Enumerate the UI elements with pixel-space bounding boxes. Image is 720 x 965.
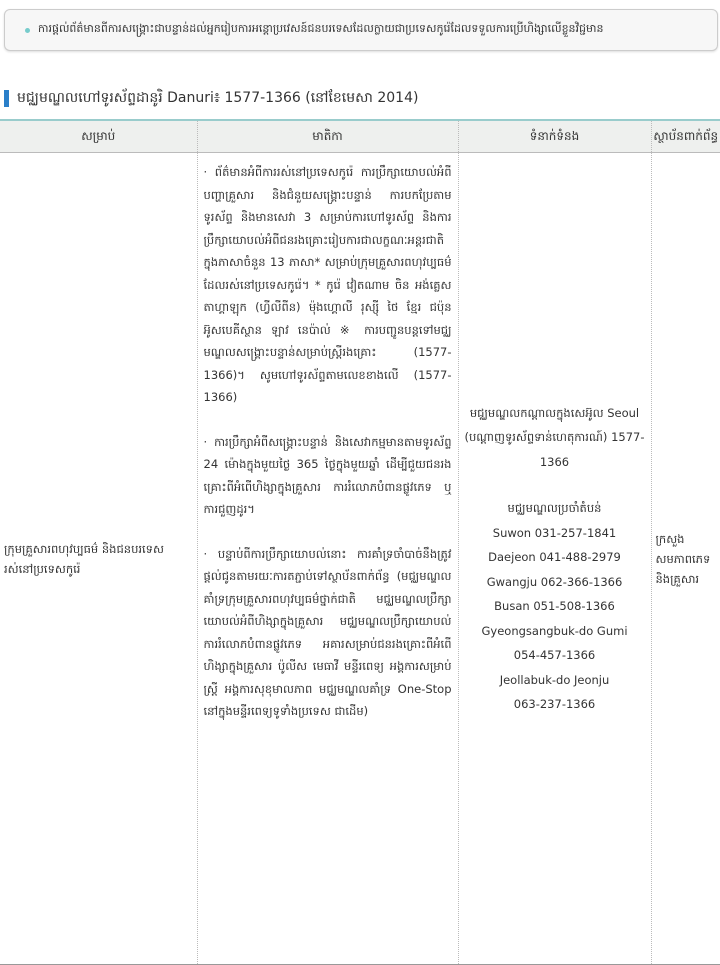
header-target: សម្រាប់	[0, 120, 197, 153]
regional-contact: 063-237-1366	[513, 697, 596, 711]
title-bar-icon	[4, 90, 9, 107]
content-cell	[197, 153, 458, 965]
regional-contact: Gyeongsangbuk-do Gumi	[481, 623, 628, 638]
target-cell: ក្រុមគ្រួសារពហុវប្បធម៌ និងជនបរទេសរស់នៅប្រទេសកូរ៉េ	[4, 541, 164, 576]
content-paragraph: · ការប្រឹក្សាអំពីសង្គ្រោះបន្ទាន់ និងសេវាកម្មមានតាមទូរស័ព្ទ 24 ម៉ោងក្នុងមួយថ្ងៃ 365 ថ្ងៃក្នុងមួយឆ្នាំ ដើម្បីជួយជនរងគ្រោះពីអំពើហិង្សាក្នុងគ្រួសារ ការរំលោភបំពានផ្លូវភេទ ឬការជួញដូរ។	[203, 434, 452, 516]
hq-contact: មជ្ឈមណ្ឌលកណ្តាលក្នុងសេអ៊ូល Seoul (បណ្តាញទូរស័ព្ទទាន់ហេតុការណ៍) 1577-1366	[464, 405, 645, 469]
bullet-icon	[25, 28, 30, 33]
section-title	[4, 88, 418, 109]
header-agency: ស្ថាប័នពាក់ព័ន្ធ	[651, 120, 720, 153]
section-title-text: មជ្ឈមណ្ឌលហៅទូរស័ព្ទដានូរិ Danuri៖ 1577-1366 (នៅខែមេសា 2014)	[17, 90, 419, 106]
content-paragraph: · បន្ទាប់ពីការប្រឹក្សាយោបល់នោះ ការគាំទ្រចាំបាច់នឹងត្រូវផ្តល់ជូនតាមរយៈការតភ្ជាប់ទៅស្ថាប័នពាក់ព័ន្ធ (មជ្ឈមណ្ឌលគាំទ្រក្រុមគ្រួសារពហុវប្បធម៌ថ្នាក់ជាតិ មជ្ឈមណ្ឌលប្រឹក្សាយោបល់អំពីហិង្សាក្នុងគ្រួសារ មជ្ឈមណ្ឌលប្រឹក្សាយោបល់ការរំលោភបំពានផ្លូវភេទ អគារសម្រាប់ជនរងគ្រោះពីអំពើហិង្សាក្នុងគ្រួសារ ប៉ូលីស មេធាវី មន្ទីរពេទ្យ អង្គការសម្រាប់ស្ត្រី អង្គការសុខុមាលភាព មជ្ឈមណ្ឌលគាំទ្រ One-Stop នៅក្នុងមន្ទីរពេទ្យទូទាំងប្រទេស ជាដើម)	[203, 546, 452, 718]
info-banner	[4, 9, 718, 51]
table-header-row	[0, 120, 720, 153]
agency-cell: ក្រសួងសមភាពភេទនិងគ្រួសារ	[651, 153, 720, 965]
regional-contact: Gwangju 062-366-1366	[486, 574, 623, 589]
regional-label: មជ្ឈមណ្ឌលប្រចាំតំបន់	[507, 501, 602, 515]
regional-contact: Daejeon 041-488-2979	[488, 550, 621, 564]
contact-cell	[458, 153, 651, 965]
hotline-table	[0, 119, 720, 965]
header-contact: ទំនាក់ទំនង	[458, 120, 651, 153]
header-content: មាតិកា	[197, 120, 458, 153]
regional-contact: Jeollabuk-do Jeonju	[499, 672, 610, 687]
content-paragraph: · ព័ត៌មានអំពីការរស់នៅប្រទេសកូរ៉េ ការប្រឹក្សាយោបល់អំពីបញ្ហាគ្រួសារ និងជំនួយសង្គ្រោះបន្ទាន់ ការបកប្រែតាមទូរស័ព្ទ និងមានសេវា 3 សម្រាប់ការហៅទូរស័ព្ទ និងការប្រឹក្សាយោបល់អំពីជនរងគ្រោះរៀបការជាលក្ខណៈអន្តរជាតិ ក្នុងភាសាចំនួន 13 ភាសា* សម្រាប់ក្រុមគ្រួសារពហុវប្បធម៌ដែលរស់នៅប្រទេសកូរ៉េ។ * កូរ៉េ វៀតណាម ចិន អង់គ្លេស តាហ្គាឡុក (ហ្វីលីពីន) ម៉ុងហ្គោលី រុស្ស៊ី ថៃ ខ្មែរ ជប៉ុន អ៊ូសបេគីស្ថាន ឡាវ នេប៉ាល់ ※ ការបញ្ជូនបន្តទៅមជ្ឈមណ្ឌលសង្គ្រោះបន្ទាន់សម្រាប់ស្ត្រីរងគ្រោះ (1577-1366)។ សូមហៅទូរស័ព្ទតាមលេខខាងលើ (1577-1366)	[203, 165, 452, 404]
regional-contact: 054-457-1366	[513, 648, 596, 662]
banner-text: ការផ្តល់ព័ត៌មានពីការសង្គ្រោះជាបន្ទាន់ដល់អ្នករៀបការអន្តោប្រវេសន៍ជនបរទេសដែលក្លាយជាប្រទេសកូរ៉េដែលទទួលការប្រើហិង្សាលើខ្លួនវិជ្ជមាន	[38, 22, 604, 35]
table-row	[0, 153, 720, 965]
regional-contact: Busan 051-508-1366	[494, 599, 615, 613]
regional-contact: Suwon 031-257-1841	[492, 525, 617, 540]
